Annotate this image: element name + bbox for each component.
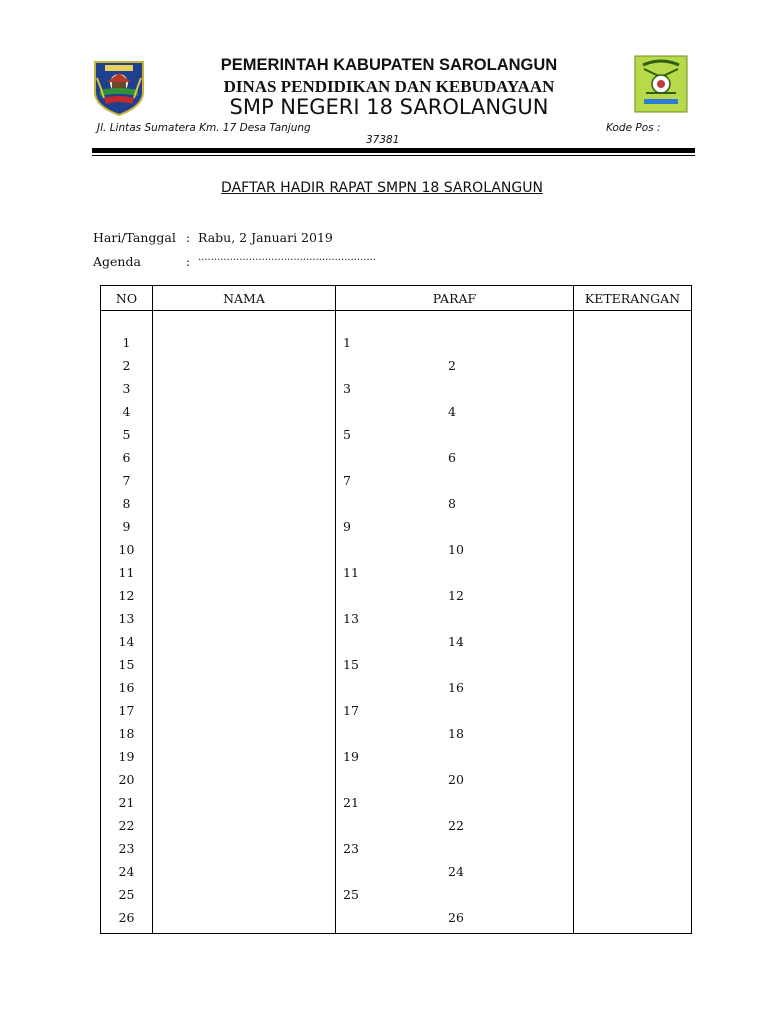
row-number: 10 xyxy=(118,542,135,557)
agenda-value: ........................................................ xyxy=(198,252,377,263)
paraf-number: 22 xyxy=(448,818,464,833)
school-emblem-logo xyxy=(634,55,688,113)
header-paraf: PARAF xyxy=(336,286,574,311)
row-number: 9 xyxy=(122,519,131,534)
row-number: 20 xyxy=(118,772,135,787)
row-number: 17 xyxy=(118,703,135,718)
row-number: 22 xyxy=(118,818,135,833)
table-body-row xyxy=(101,311,692,934)
header-nama: NAMA xyxy=(153,286,336,311)
table-header-row xyxy=(101,286,692,311)
paraf-number: 10 xyxy=(448,542,464,557)
nama-column xyxy=(153,311,336,934)
paraf-number: 12 xyxy=(448,588,464,603)
row-number: 24 xyxy=(118,864,135,879)
paraf-column xyxy=(336,311,574,934)
paraf-number: 2 xyxy=(448,358,456,373)
paraf-number: 13 xyxy=(343,611,359,626)
paraf-number: 20 xyxy=(448,772,464,787)
paraf-number: 23 xyxy=(343,841,359,856)
paraf-number: 11 xyxy=(343,565,359,580)
regency-emblem-logo xyxy=(92,58,146,116)
paraf-number: 5 xyxy=(343,427,351,442)
row-number: 5 xyxy=(122,427,131,442)
row-number: 2 xyxy=(122,358,131,373)
row-number: 4 xyxy=(122,404,131,419)
header-school-name: SMP NEGERI 18 SAROLANGUN xyxy=(229,95,549,119)
paraf-number: 18 xyxy=(448,726,464,741)
paraf-number: 16 xyxy=(448,680,464,695)
row-number: 14 xyxy=(118,634,135,649)
paraf-number: 3 xyxy=(343,381,351,396)
row-number: 1 xyxy=(122,335,131,350)
header-keterangan: KETERANGAN xyxy=(574,286,692,311)
header-postal-code: 37381 xyxy=(366,134,400,146)
row-number: 13 xyxy=(118,611,135,626)
header-divider-thick xyxy=(92,148,695,153)
paraf-number: 25 xyxy=(343,887,359,902)
paraf-number: 26 xyxy=(448,910,464,925)
header-address: Jl. Lintas Sumatera Km. 17 Desa Tanjung xyxy=(97,122,311,134)
row-number: 16 xyxy=(118,680,135,695)
paraf-number: 4 xyxy=(448,404,456,419)
paraf-number: 21 xyxy=(343,795,359,810)
keterangan-column xyxy=(574,311,692,934)
paraf-number: 17 xyxy=(343,703,359,718)
paraf-number: 8 xyxy=(448,496,456,511)
row-number: 15 xyxy=(118,657,135,672)
agenda-label: Agenda xyxy=(93,254,141,269)
paraf-number: 9 xyxy=(343,519,351,534)
paraf-number: 1 xyxy=(343,335,351,350)
row-number: 19 xyxy=(118,749,135,764)
date-value: Rabu, 2 Januari 2019 xyxy=(198,230,333,245)
paraf-number: 7 xyxy=(343,473,351,488)
row-number: 23 xyxy=(118,841,135,856)
date-colon: : xyxy=(186,230,191,245)
paraf-number: 15 xyxy=(343,657,359,672)
header-department: DINAS PENDIDIKAN DAN KEBUDAYAAN xyxy=(223,77,555,96)
header-divider-thin xyxy=(92,155,695,156)
row-number: 8 xyxy=(122,496,131,511)
paraf-number: 14 xyxy=(448,634,464,649)
attendance-table xyxy=(100,285,692,934)
row-number: 7 xyxy=(122,473,131,488)
agenda-colon: : xyxy=(186,254,191,269)
row-number: 18 xyxy=(118,726,135,741)
row-number: 12 xyxy=(118,588,135,603)
row-number: 6 xyxy=(122,450,131,465)
header-no: NO xyxy=(101,286,153,311)
row-number: 25 xyxy=(118,887,135,902)
date-label: Hari/Tanggal xyxy=(93,230,176,245)
row-number: 11 xyxy=(118,565,135,580)
paraf-number: 6 xyxy=(448,450,456,465)
row-number: 3 xyxy=(122,381,131,396)
document-title: DAFTAR HADIR RAPAT SMPN 18 SAROLANGUN xyxy=(221,180,543,196)
row-number: 21 xyxy=(118,795,135,810)
header-government: PEMERINTAH KABUPATEN SAROLANGUN xyxy=(220,56,558,74)
no-column xyxy=(101,311,153,934)
header-postal-label: Kode Pos : xyxy=(606,122,661,134)
paraf-number: 19 xyxy=(343,749,359,764)
paraf-number: 24 xyxy=(448,864,464,879)
row-number: 26 xyxy=(118,910,135,925)
